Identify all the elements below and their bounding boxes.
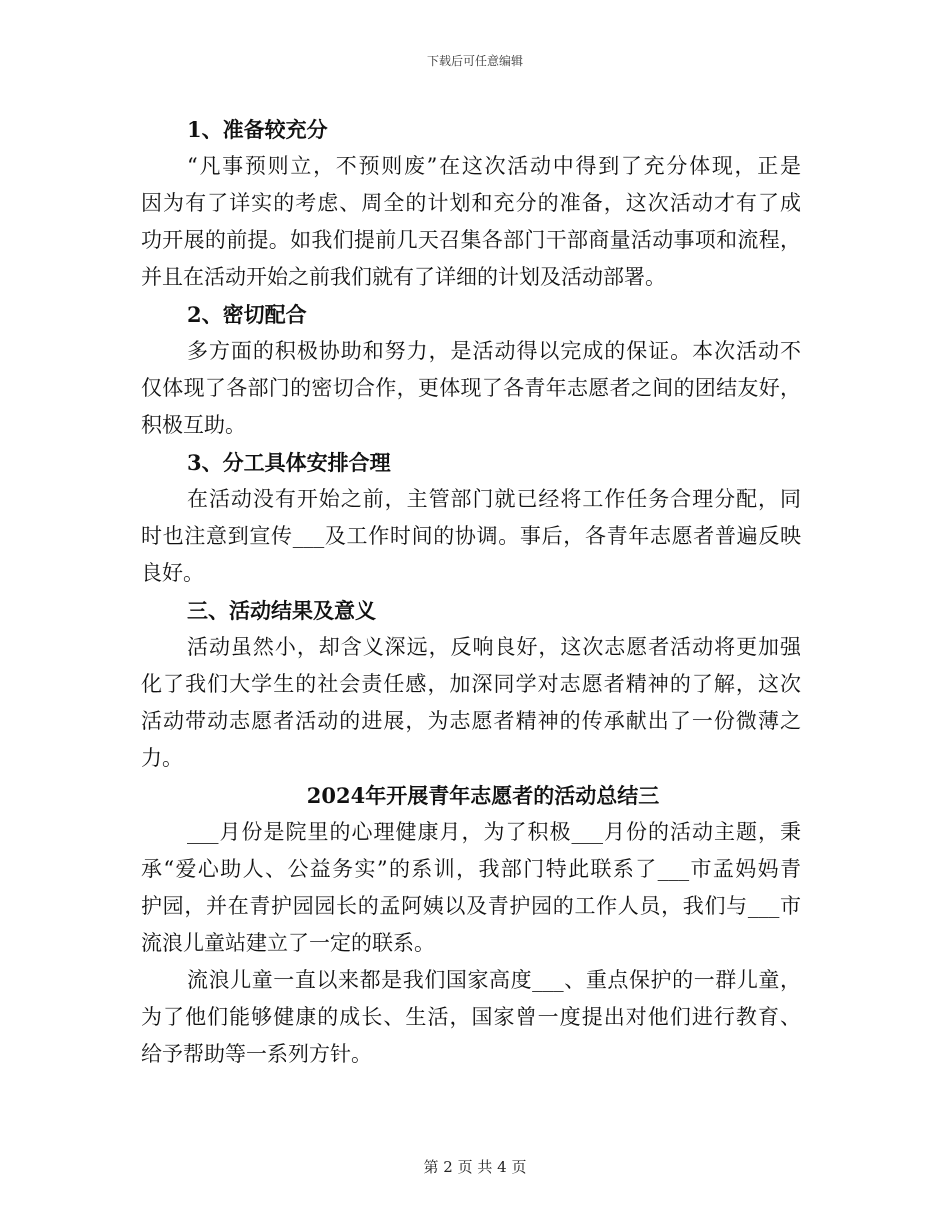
- text-line: 为了他们能够健康的成长、生活，国家曾一度提出对他们进行教育、: [141, 1005, 801, 1029]
- paragraph: [141, 814, 801, 962]
- text-line: 流浪儿童一直以来都是我们国家高度___、重点保护的一群儿童，: [187, 968, 801, 992]
- page-header: 下载后可任意编辑: [426, 54, 523, 68]
- text-line: 因为有了详实的考虑、周全的计划和充分的准备，这次活动才有了成: [141, 191, 801, 215]
- text-line: 力。: [141, 746, 183, 770]
- text-line: 并且在活动开始之前我们就有了详细的计划及活动部署。: [141, 265, 666, 289]
- section-heading: 2、密切配合: [187, 302, 307, 327]
- document-title: 2024年开展青年志愿者的活动总结三: [306, 783, 660, 808]
- text-line: 仅体现了各部门的密切合作，更体现了各青年志愿者之间的团结友好，: [141, 376, 801, 400]
- text-line: 活动虽然小，却含义深远，反响良好，这次志愿者活动将更加强: [187, 635, 801, 659]
- text-line: 在活动没有开始之前，主管部门就已经将工作任务合理分配，同: [187, 487, 801, 511]
- text-line: 护园，并在青护园园长的孟阿姨以及青护园的工作人员，我们与___市: [141, 894, 801, 918]
- paragraph: [141, 629, 801, 777]
- paragraph: [141, 962, 801, 1073]
- section-heading: 三、活动结果及意义: [187, 598, 376, 623]
- paragraph: [141, 148, 801, 296]
- text-line: 给予帮助等一系列方针。: [141, 1042, 372, 1066]
- text-line: “凡事预则立，不预则废”在这次活动中得到了充分体现，正是: [187, 154, 801, 178]
- text-line: 化了我们大学生的社会责任感，加深同学对志愿者精神的了解，这次: [141, 672, 801, 696]
- section-heading: 1、准备较充分: [187, 117, 328, 142]
- section-heading: 3、分工具体安排合理: [187, 450, 391, 475]
- document-body: [141, 111, 801, 1073]
- text-line: 多方面的积极协助和努力，是活动得以完成的保证。本次活动不: [187, 339, 801, 363]
- text-line: ___月份是院里的心理健康月，为了积极___月份的活动主题，秉: [187, 820, 801, 844]
- text-line: 良好。: [141, 561, 204, 585]
- text-line: 时也注意到宣传___及工作时间的协调。事后，各青年志愿者普遍反映: [141, 524, 801, 548]
- text-line: 流浪儿童站建立了一定的联系。: [141, 931, 435, 955]
- paragraph: [141, 333, 801, 444]
- text-line: 承“爱心助人、公益务实”的系训，我部门特此联系了___市孟妈妈青: [141, 857, 801, 881]
- text-line: 积极互助。: [141, 413, 246, 437]
- page-footer: 第 2 页 共 4 页: [423, 1158, 527, 1176]
- text-line: 功开展的前提。如我们提前几天召集各部门干部商量活动事项和流程，: [141, 228, 801, 252]
- paragraph: [141, 481, 801, 592]
- text-line: 活动带动志愿者活动的进展，为志愿者精神的传承献出了一份微薄之: [141, 709, 801, 733]
